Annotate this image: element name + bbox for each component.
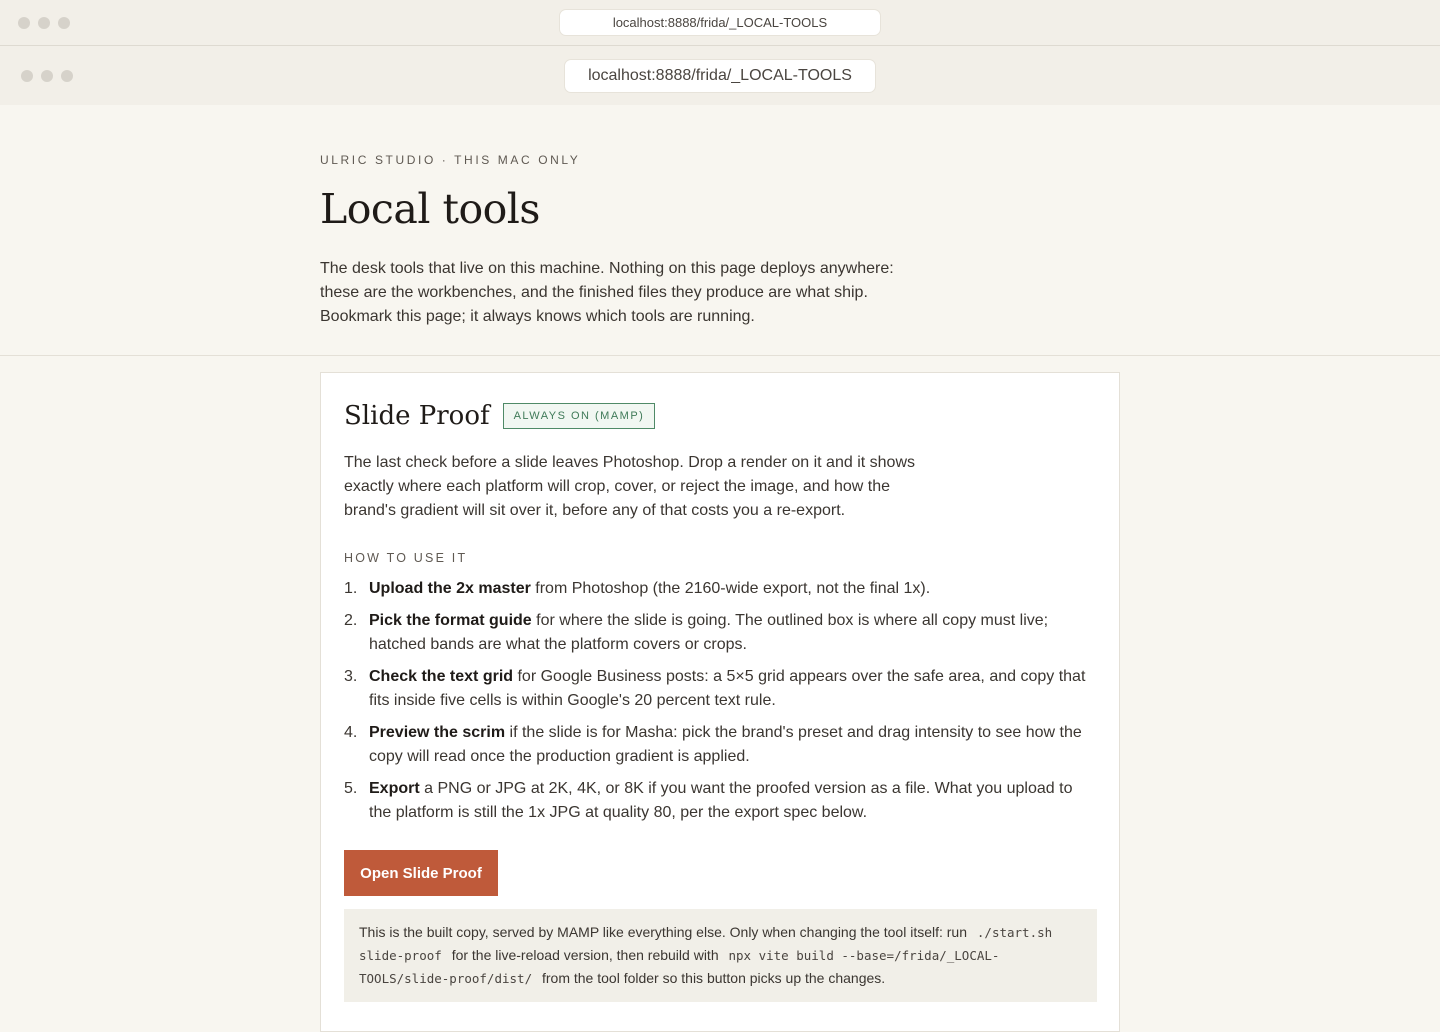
outer-address-bar[interactable]: localhost:8888/frida/_LOCAL-TOOLS [559, 9, 881, 36]
step-detail: if the slide is for Masha: pick the brand's preset and drag intensity to see how the copy will read once the production gradient is applied. [369, 724, 1082, 765]
step-detail: for Google Business posts: a 5×5 grid appears over the safe area, and copy that fits inside five cells is within Google's 20 percent text rule. [369, 668, 1086, 709]
list-item [344, 609, 1096, 657]
minimize-window-dot-icon[interactable] [38, 17, 50, 29]
step-heading: Upload the 2x master [369, 580, 531, 597]
intro-paragraph: The desk tools that live on this machine. Nothing on this page deploys anywhere: these are the workbenches, and the finished files they produce are what ship. Bookmark this page; it always knows which tools are running. [320, 260, 894, 325]
note-text-1: This is the built copy, served by MAMP like everything else. Only when changing the tool itself: run [359, 924, 968, 940]
open-slide-proof-button[interactable]: Open Slide Proof [344, 850, 498, 896]
page-header [0, 105, 1440, 356]
start-command-code: ./start.sh slide-proof [359, 925, 1053, 963]
note-text-2: for the live-reload version, then rebuild with [451, 947, 719, 963]
inner-close-dot-icon[interactable] [21, 70, 33, 82]
step-text [369, 609, 1096, 657]
step-heading: Preview the scrim [369, 724, 506, 741]
step-number: 1. [344, 580, 358, 597]
step-detail: from Photoshop (the 2160-wide export, not the final 1x). [530, 580, 931, 597]
note-text-3: from the tool folder so this button picks up the changes. [541, 970, 886, 986]
step-number: 4. [344, 724, 358, 741]
step-number: 2. [344, 612, 358, 629]
list-item [344, 777, 1096, 825]
step-text [369, 777, 1096, 825]
inner-address-bar[interactable]: localhost:8888/frida/_LOCAL-TOOLS [564, 59, 876, 93]
inner-maximize-dot-icon[interactable] [61, 70, 73, 82]
close-window-dot-icon[interactable] [18, 17, 30, 29]
maximize-window-dot-icon[interactable] [58, 17, 70, 29]
slide-proof-card [320, 372, 1120, 1032]
inner-window-controls [21, 46, 73, 105]
tool-title: Slide Proof [344, 401, 490, 431]
status-badge: ALWAYS ON (MAMP) [503, 403, 656, 429]
step-heading: Check the text grid [369, 668, 514, 685]
how-to-label: HOW TO USE IT [344, 551, 468, 565]
list-item [344, 665, 1096, 713]
step-text [369, 665, 1096, 713]
step-heading: Export [369, 780, 420, 797]
tool-description: The last check before a slide leaves Photoshop. Drop a render on it and it shows exactly where each platform will crop, cover, or reject the image, and how the brand's gradient will sit over it, before any of that costs you a re-export. [344, 454, 915, 519]
steps-list [344, 577, 1096, 825]
window-controls [18, 0, 70, 45]
step-detail: a PNG or JPG at 2K, 4K, or 8K if you want the proofed version as a file. What you upload to the platform is still the 1x JPG at quality 80, per the export spec below. [369, 780, 1073, 821]
step-detail: for where the slide is going. The outlined box is where all copy must live; hatched bands are what the platform covers or crops. [369, 612, 1049, 653]
dev-note [344, 909, 1097, 1002]
inner-browser-toolbar [0, 46, 1440, 105]
list-item [344, 721, 1096, 769]
card-header [344, 401, 1096, 431]
page-title: Local tools [320, 185, 540, 233]
inner-minimize-dot-icon[interactable] [41, 70, 53, 82]
outer-browser-toolbar [0, 0, 1440, 46]
step-heading: Pick the format guide [369, 612, 532, 629]
step-number: 3. [344, 668, 358, 685]
list-item [344, 577, 1096, 601]
build-command-code: npx vite build --base=/frida/_LOCAL-TOOLS/slide-proof/dist/ [359, 948, 1000, 986]
eyebrow-label: ULRIC STUDIO · THIS MAC ONLY [320, 153, 581, 167]
step-text [369, 721, 1096, 769]
step-text [369, 577, 1096, 601]
step-number: 5. [344, 780, 358, 797]
